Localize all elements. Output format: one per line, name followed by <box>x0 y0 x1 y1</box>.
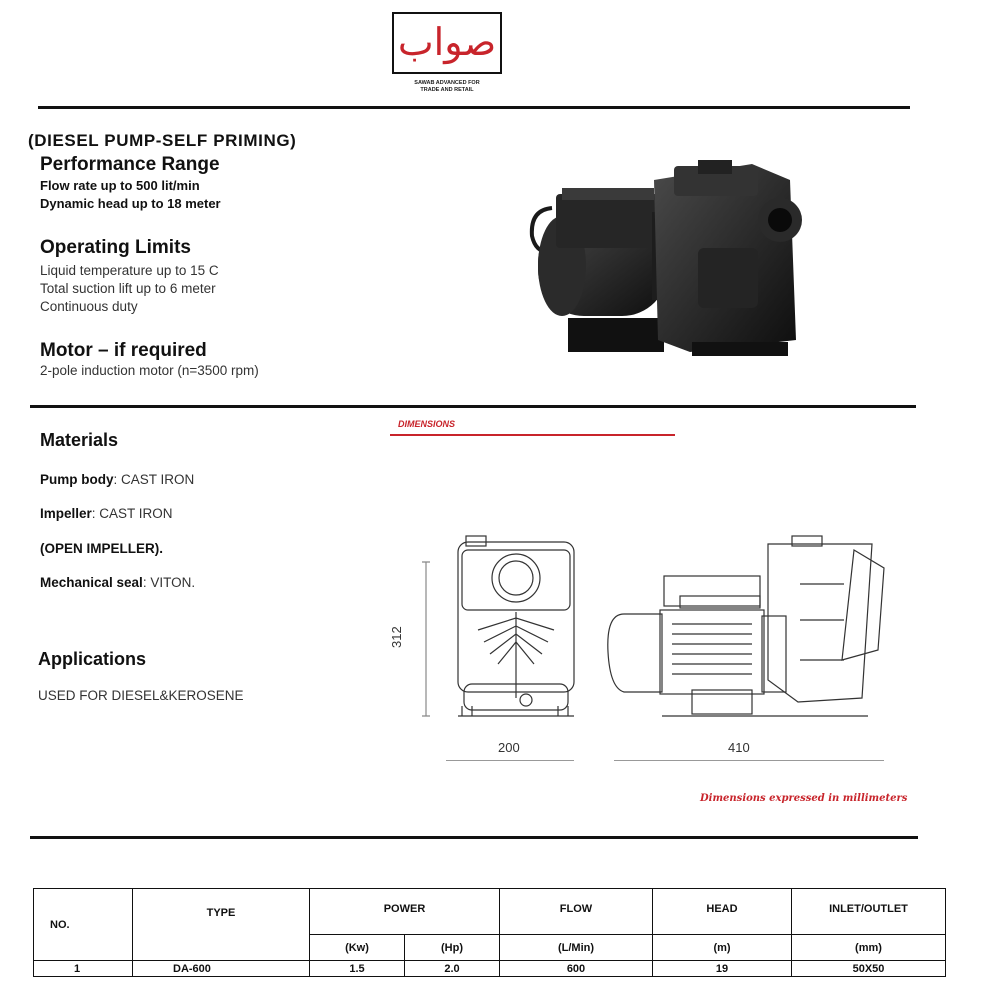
header-power: POWER <box>310 889 500 935</box>
dimension-front-width: 200 <box>498 740 520 755</box>
pump-image <box>522 158 804 364</box>
logo-box <box>392 12 502 74</box>
material-open-impeller-label: (OPEN IMPELLER). <box>40 541 164 556</box>
performance-heading: Performance Range <box>40 154 220 175</box>
side-view-drawing <box>602 530 892 730</box>
header-head: HEAD <box>653 889 792 935</box>
logo-arabic: صواب <box>397 20 497 64</box>
front-view-drawing <box>418 530 586 730</box>
motor-heading: Motor – if required <box>40 340 207 361</box>
cell-no: 1 <box>34 961 133 977</box>
cell-inlet-outlet: 50X50 <box>792 961 946 977</box>
unit-hp: (Hp) <box>405 935 500 961</box>
limits-line-3: Continuous duty <box>40 299 138 314</box>
header-inlet-outlet: INLET/OUTLET <box>792 889 946 935</box>
bottom-divider <box>30 836 918 839</box>
material-seal <box>40 575 195 590</box>
logo-subtitle-line1: SAWAB ADVANCED FOR <box>414 80 480 86</box>
material-impeller <box>40 506 173 521</box>
cell-head: 19 <box>653 961 792 977</box>
top-divider <box>38 106 910 109</box>
limits-heading: Operating Limits <box>40 237 191 258</box>
cell-type: DA-600 <box>133 961 310 977</box>
material-impeller-value: : CAST IRON <box>91 506 173 521</box>
header-no: NO. <box>34 889 133 961</box>
motor-line: 2-pole induction motor (n=3500 rpm) <box>40 363 259 378</box>
material-open-impeller <box>40 541 163 556</box>
logo-subtitle-line2: TRADE AND RETAIL <box>420 87 474 93</box>
unit-inlet-outlet: (mm) <box>792 935 946 961</box>
logo-subtitle <box>382 80 512 94</box>
dimensions-heading: DIMENSIONS <box>398 419 456 429</box>
material-seal-label: Mechanical seal <box>40 575 143 590</box>
dimension-side-length: 410 <box>728 740 750 755</box>
limits-line-2: Total suction lift up to 6 meter <box>40 281 216 296</box>
material-pump-body-value: : CAST IRON <box>113 472 195 487</box>
applications-heading: Applications <box>38 649 147 669</box>
material-pump-body-label: Pump body <box>40 472 114 487</box>
header-flow: FLOW <box>500 889 653 935</box>
header-type: TYPE <box>133 889 310 961</box>
unit-head: (m) <box>653 935 792 961</box>
materials-heading: Materials <box>40 430 119 450</box>
front-width-line <box>446 760 574 761</box>
cell-flow: 600 <box>500 961 653 977</box>
material-seal-value: : VITON. <box>142 575 196 590</box>
applications-line: USED FOR DIESEL&KEROSENE <box>38 688 244 703</box>
page-title: (DIESEL PUMP-SELF PRIMING) <box>28 131 297 150</box>
spec-table <box>33 888 946 977</box>
dimensions-note: Dimensions expressed in millimeters <box>700 793 908 804</box>
performance-line-2: Dynamic head up to 18 meter <box>40 196 221 211</box>
cell-hp: 2.0 <box>405 961 500 977</box>
unit-flow: (L/Min) <box>500 935 653 961</box>
middle-divider <box>30 405 916 408</box>
material-impeller-label: Impeller <box>40 506 92 521</box>
dimensions-rule <box>390 434 675 436</box>
performance-line-1: Flow rate up to 500 lit/min <box>40 178 200 193</box>
limits-line-1: Liquid temperature up to 15 C <box>40 263 219 278</box>
unit-kw: (Kw) <box>310 935 405 961</box>
dimension-height: 312 <box>389 626 404 648</box>
table-row <box>34 961 946 977</box>
cell-kw: 1.5 <box>310 961 405 977</box>
material-pump-body <box>40 472 194 487</box>
side-length-line <box>614 760 884 761</box>
